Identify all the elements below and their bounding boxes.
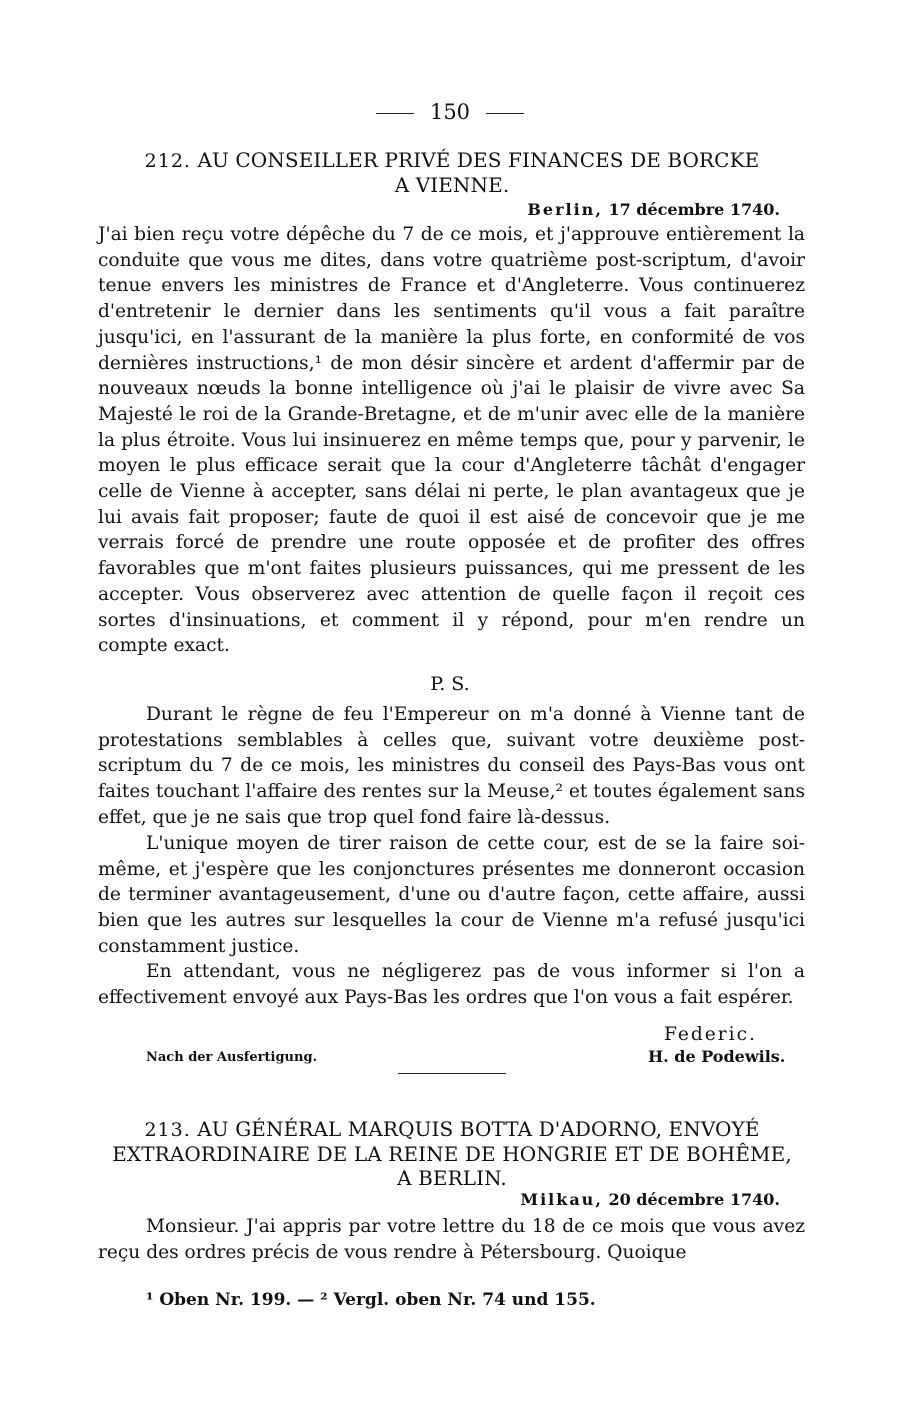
letter-212-title [96,148,808,197]
countersignature: H. de Podewils. [648,1047,786,1066]
letter-213-title-line1: AU GÉNÉRAL MARQUIS BOTTA D'ADORNO, ENVOYÉ [197,1117,760,1141]
header-dash-left [376,113,414,114]
postscript-paragraph-2: L'unique moyen de tirer raison de cette cour, est de se la faire soi-même, et j'espère que les conjonctures présentes me donneront occasion de terminer avantageusement, d'une ou d'autre façon, cette affaire, aussi bien que les autres sur lesquelles la cour de Vienne m'a refusé jusqu'ici constamment justice. [98,833,805,957]
letter-212-dateline [527,200,780,219]
letter-213-number: 213. [144,1119,191,1141]
letter-213-title [96,1117,808,1190]
header-dash-right [486,113,524,114]
postscript-heading: P. S. [430,673,470,695]
letter-212-title-line1: AU CONSEILLER PRIVÉ DES FINANCES DE BORCKE [197,148,760,172]
letter-213-title-line2: EXTRAORDINAIRE DE LA REINE DE HONGRIE ET DE BOHÊME, [112,1142,792,1166]
section-divider [398,1073,506,1074]
page-header [0,100,900,124]
letter-212-body: J'ai bien reçu votre dépêche du 7 de ce mois, et j'approuve entièrement la conduite que vous me dites, dans votre quatrième post-scriptum, d'avoir tenue envers les ministres de France et d'Angleterre. Vous continuerez d'entretenir le dernier dans les sentiments qu'il vous a fait paraître jusqu'ici, en l'assurant de la manière la plus forte, en conformité de vos dernières instructions,¹ de mon désir sincère et ardent d'affermir par de nouveaux nœuds la bonne intelligence où j'ai le plaisir de vivre avec Sa Majesté le roi de la Grande-Bretagne, et de m'unir avec elle de la manière la plus étroite. Vous lui insinuerez en même temps que, pour y parvenir, le moyen le plus efficace serait que la cour d'Angleterre tâchât d'engager celle de Vienne à accepter, sans délai ni perte, le plan avantageux que je lui avais fait proposer; faute de quoi il est aisé de concevoir que je me verrais forcé de prendre une route opposée et de profiter des offres favorables que m'ont faites plusieurs puissances, qui me pressent de les accepter. Vous observerez avec attention de quelle façon il reçoit ces sortes d'insinuations, et comment il y répond, pour m'en rendre un compte exact. [98,224,805,657]
signature: Federic. [664,1024,757,1045]
letter-212-place: Berlin, [527,200,603,219]
source-note: Nach der Ausfertigung. [146,1050,318,1065]
letter-212-date: 17 décembre 1740. [608,200,780,219]
letter-213-body: Monsieur. J'ai appris par votre lettre du 18 de ce mois que vous avez reçu des ordres précis de vous rendre à Pétersbourg. Quoique [98,1216,805,1263]
letter-213-date: 20 décembre 1740. [608,1190,780,1209]
letter-213-dateline [520,1190,780,1209]
letter-212-title-line2: A VIENNE. [394,173,510,197]
letter-213-title-line3: A BERLIN. [397,1166,507,1190]
page-number: 150 [429,100,471,124]
postscript-paragraph-3: En attendant, vous ne négligerez pas de vous informer si l'on a effectivement envoyé aux Pays-Bas les ordres que l'on vous a fait espérer. [98,961,805,1008]
letter-213-place: Milkau, [520,1190,603,1209]
postscript-paragraph-1: Durant le règne de feu l'Empereur on m'a donné à Vienne tant de protestations semblables à celles que, suivant votre deuxième post-scriptum du 7 de ce mois, les ministres du conseil des Pays-Bas vous ont faites touchant l'affaire des rentes sur la Meuse,² et toutes également sans effet, que je ne sais que trop quel fond faire là-dessus. [98,704,805,828]
letter-212-number: 212. [144,150,191,172]
footnotes: ¹ Oben Nr. 199. — ² Vergl. oben Nr. 74 und 155. [146,1290,596,1310]
